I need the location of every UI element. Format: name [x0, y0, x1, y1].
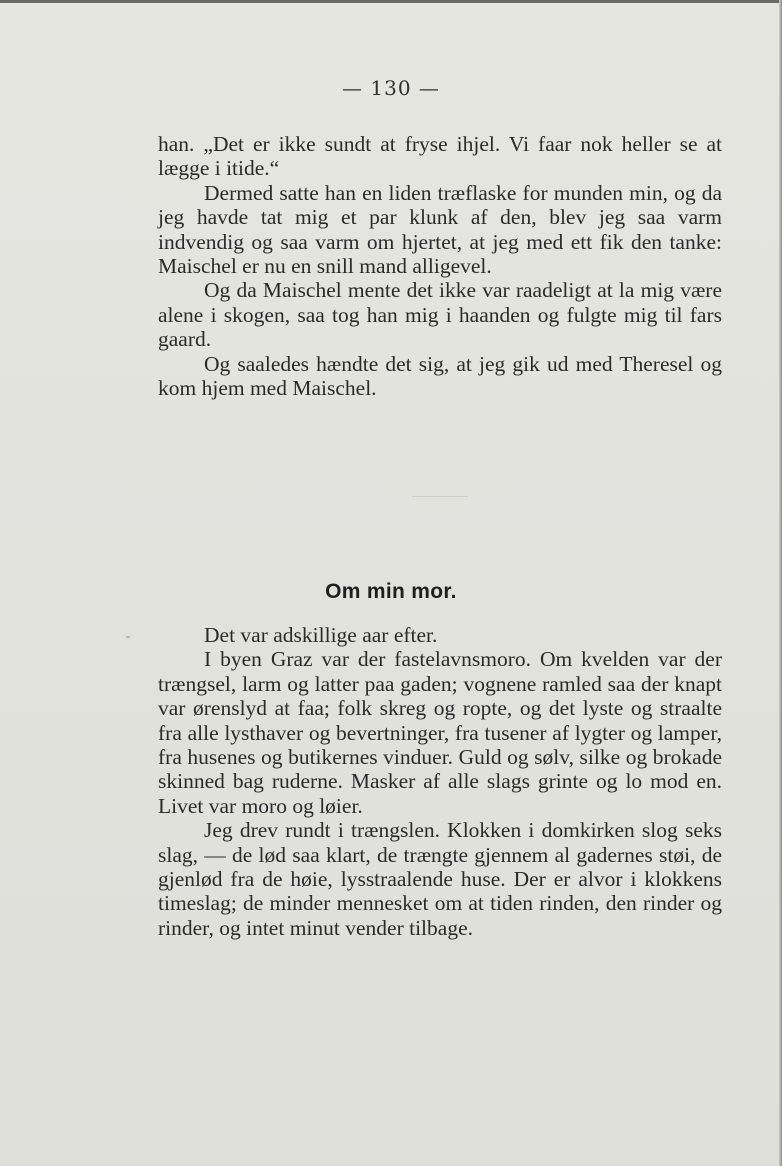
section-text: [158, 623, 722, 940]
paragraph: Det var adskillige aar efter.: [204, 623, 438, 647]
scan-top-edge: [0, 0, 782, 3]
paragraph: I byen Graz var der fastelavnsmoro. Om kvelden var der trængsel, larm og latter paa gaden; vognene ramled saa der knapt var ørenslyd at faa; folk skreg og ropte, og det lyste og straalte fra alle lysthaver og bevertninger, fra tusener af lygter og lamper, fra husenes og butikernes vinduer. Guld og sølv, silke og brokade skinned bag ruderne. Masker af alle slags grinte og lo mod en. Livet var moro og løier.: [158, 647, 722, 818]
paragraph: Og da Maischel mente det ikke var raadeligt at la mig være alene i skogen, saa tog han mig i haanden og fulgte mig til fars gaard.: [158, 278, 722, 352]
paragraph: han. „Det er ikke sundt at fryse ihjel. Vi faar nok heller se at lægge i itide.“: [158, 132, 722, 181]
page-number: — 130 —: [342, 76, 440, 100]
paragraph: Og saaledes hændte det sig, at jeg gik ud med Theresel og kom hjem med Maischel.: [158, 351, 722, 401]
paragraph: Jeg drev rundt i trængslen. Klokken i domkirken slog seks slag, — de lød saa klart, de trængte gjennem al gadernes støi, de gjenlød fra de høie, lysstraalende huse. Der er alvor i klokkens timeslag; de minder mennesket om at tiden rinden, den rinder og rinder, og intet minut vender tilbage.: [158, 818, 722, 940]
section-heading: Om min mor.: [325, 580, 457, 603]
paragraph: Dermed satte han en liden træflaske for munden min, og da jeg havde tat mig et par klunk af den, blev jeg saa varm indvendig og saa varm om hjertet, at jeg med ett fik den tanke: Maischel er nu en snill mand alligevel.: [158, 180, 722, 279]
paper-speck: [126, 636, 130, 638]
continuation-text: [158, 132, 722, 400]
section-divider: [412, 496, 468, 497]
